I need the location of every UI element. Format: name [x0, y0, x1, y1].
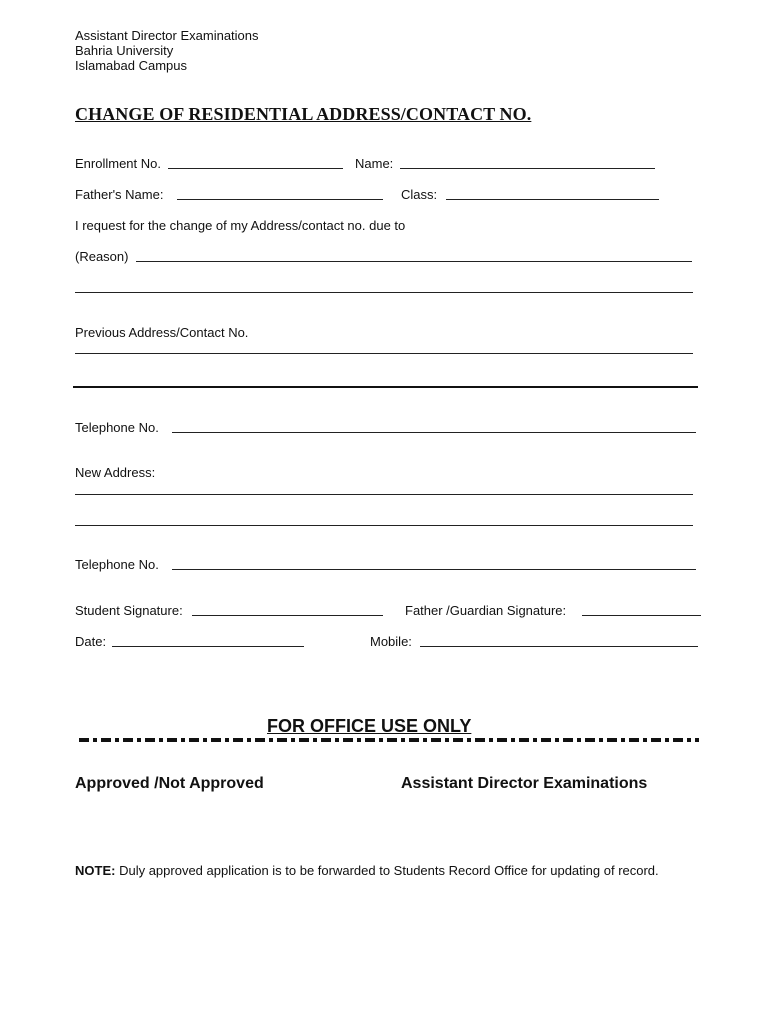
- previous-address-label: Previous Address/Contact No.: [75, 325, 249, 340]
- office-name: Assistant Director Examinations: [75, 28, 259, 43]
- mobile-label: Mobile:: [370, 634, 412, 649]
- office-dashed-divider: [79, 738, 699, 742]
- telephone-field-2[interactable]: [172, 569, 696, 570]
- class-field[interactable]: [446, 199, 659, 200]
- form-title: CHANGE OF RESIDENTIAL ADDRESS/CONTACT NO.: [75, 104, 532, 124]
- authority-label: Assistant Director Examinations: [401, 775, 648, 792]
- father-name-label: Father's Name:: [75, 187, 164, 202]
- class-label: Class:: [401, 187, 438, 202]
- telephone-label-1: Telephone No.: [75, 420, 159, 435]
- enrollment-field[interactable]: [168, 168, 343, 169]
- guardian-signature-label: Father /Guardian Signature:: [405, 603, 567, 618]
- date-field[interactable]: [112, 646, 304, 647]
- telephone-field-1[interactable]: [172, 432, 696, 433]
- enrollment-label: Enrollment No.: [75, 156, 161, 171]
- note-block: [75, 863, 685, 879]
- new-address-label: New Address:: [75, 465, 156, 480]
- campus-name: Islamabad Campus: [75, 58, 187, 73]
- mobile-field[interactable]: [420, 646, 698, 647]
- request-text: I request for the change of my Address/contact no. due to: [75, 218, 406, 233]
- name-field[interactable]: [400, 168, 655, 169]
- reason-field-line-2[interactable]: [75, 292, 693, 293]
- student-signature-field[interactable]: [192, 615, 383, 616]
- name-label: Name:: [355, 156, 394, 171]
- note-label: NOTE:: [75, 863, 116, 878]
- approval-status-label: Approved /Not Approved: [75, 775, 264, 792]
- reason-label: (Reason): [75, 249, 129, 264]
- date-label: Date:: [75, 634, 107, 649]
- new-address-field[interactable]: [75, 494, 693, 495]
- note-text: Duly approved application is to be forwarded to Students Record Office for updating of record.: [119, 863, 659, 878]
- telephone-label-2: Telephone No.: [75, 557, 159, 572]
- new-address-field-line-2[interactable]: [75, 525, 693, 526]
- section-divider: [73, 386, 698, 388]
- father-name-field[interactable]: [177, 199, 383, 200]
- office-use-heading: FOR OFFICE USE ONLY: [267, 716, 472, 736]
- university-name: Bahria University: [75, 43, 174, 58]
- guardian-signature-field[interactable]: [582, 615, 701, 616]
- reason-field[interactable]: [136, 261, 692, 262]
- previous-address-field[interactable]: [75, 353, 693, 354]
- student-signature-label: Student Signature:: [75, 603, 183, 618]
